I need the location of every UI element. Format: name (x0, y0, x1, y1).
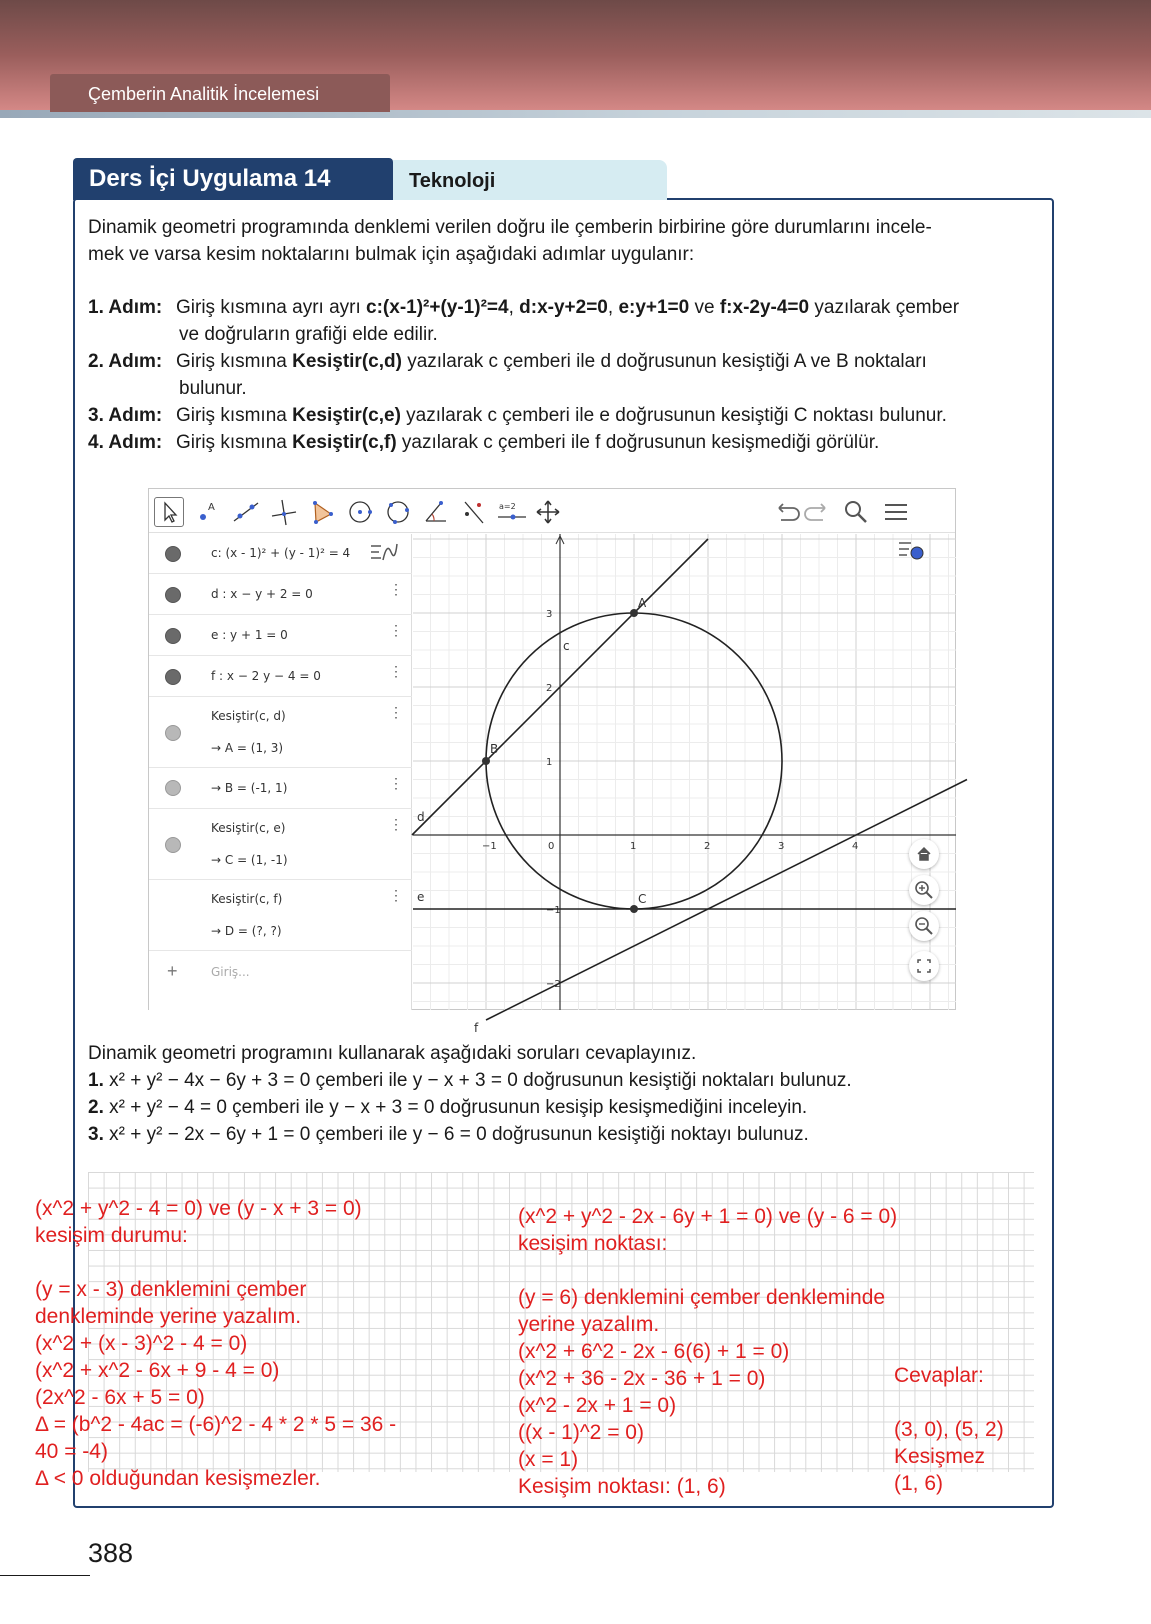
label-c: c (563, 639, 570, 653)
answer-1: (3, 0), (5, 2) (894, 1418, 1004, 1441)
algebra-view (149, 534, 412, 1010)
step-4: 4. Adım: Giriş kısmına Kesiştir(c,f) yazılarak c çemberi ile f doğrusunun kesişmediği görülür. (88, 429, 1048, 456)
answers-title: Cevaplar: (894, 1364, 984, 1387)
step-continuation: bulunur. (179, 378, 247, 399)
graphics-style-bar-icon[interactable] (897, 537, 927, 568)
step-number: 2. Adım: (88, 351, 163, 372)
x-tick-label: −1 (482, 841, 497, 852)
point-A (630, 609, 638, 617)
answer-3: (1, 6) (894, 1472, 944, 1495)
move-graphics-tool-icon[interactable] (533, 497, 563, 527)
y-tick-label: 2 (546, 683, 553, 694)
more-options-icon[interactable]: ⋮ (389, 887, 403, 903)
add-icon[interactable]: + (167, 961, 178, 981)
more-options-icon[interactable]: ⋮ (389, 775, 403, 791)
step-number: 3. Adım: (88, 405, 163, 426)
more-options-icon[interactable]: ⋮ (389, 581, 403, 597)
y-tick-label: −2 (546, 979, 561, 990)
circle-center-tool-icon[interactable] (345, 497, 375, 527)
label-A: A (638, 596, 647, 610)
geogebra-window (148, 488, 956, 1035)
activity-title: Ders İçi Uygulama 14 (73, 158, 393, 200)
page-number: 388 (88, 1538, 134, 1568)
x-tick-label: 2 (704, 841, 711, 852)
search-icon[interactable] (841, 497, 871, 527)
more-options-icon[interactable]: ⋮ (389, 663, 403, 679)
graphics-view[interactable] (413, 534, 956, 1035)
step-number: 1. Adım: (88, 297, 163, 318)
angle-tool-icon[interactable] (421, 497, 451, 527)
slider-tool-icon[interactable] (495, 497, 529, 527)
input-bar[interactable]: Giriş... (211, 965, 250, 979)
polygon-tool-icon[interactable] (307, 497, 337, 527)
answer-2: Kesişmez (894, 1445, 986, 1468)
graphics-canvas (413, 534, 956, 1035)
point-C (630, 905, 638, 913)
y-tick-label: 1 (546, 757, 553, 768)
chapter-title: Çemberin Analitik İncelemesi (50, 74, 390, 112)
geogebra-toolbar (149, 489, 955, 533)
algebra-row-intersect-cd[interactable]: Kesiştir(c, d) → A = (1, 3) ⋮ (149, 697, 412, 768)
fullscreen-icon[interactable] (909, 951, 939, 981)
visibility-toggle[interactable] (165, 725, 181, 741)
algebra-input-row[interactable] (149, 951, 412, 992)
move-tool-icon[interactable] (154, 497, 184, 527)
step-2: 2. Adım: Giriş kısmına Kesiştir(c,d) yazılarak c çemberi ile d doğrusunun kesiştiği A ve B noktaları bulunur. (88, 348, 1048, 402)
label-d: d (417, 810, 425, 824)
questions-intro: Dinamik geometri programını kullanarak aşağıdaki soruları cevaplayınız. (88, 1043, 697, 1064)
question-3: 3. x² + y² − 2x − 6y + 1 = 0 çemberi ile y − 6 = 0 doğrusunun kesiştiği noktayı bulunuz. (88, 1124, 809, 1145)
visibility-toggle[interactable] (165, 546, 181, 562)
algebra-row-e[interactable]: e : y + 1 = 0 ⋮ (149, 615, 412, 656)
home-icon[interactable] (909, 839, 939, 869)
undo-icon[interactable] (771, 497, 801, 527)
algebra-row-c[interactable]: c: (x - 1)² + (y - 1)² = 4 (149, 534, 412, 574)
redo-icon[interactable] (803, 497, 833, 527)
algebra-row-intersect-ce[interactable]: Kesiştir(c, e) → C = (1, -1) ⋮ (149, 809, 412, 880)
more-options-icon[interactable]: ⋮ (389, 622, 403, 638)
intro-line-2: mek ve varsa kesim noktalarını bulmak için aşağıdaki adımlar uygulanır: (88, 244, 695, 265)
label-e: e (417, 890, 425, 904)
visibility-toggle[interactable] (165, 587, 181, 603)
x-tick-label: 0 (548, 841, 555, 852)
step-continuation: ve doğruların grafiği elde edilir. (179, 324, 438, 345)
perpendicular-tool-icon[interactable] (269, 497, 299, 527)
step-1: 1. Adım: Giriş kısmına ayrı ayrı c:(x-1)²+(y-1)²=4, d:x-y+2=0, e:y+1=0 ve f:x-2y-4=0 yazılarak çember ve doğruların grafiği elde edilir. (88, 294, 1048, 348)
visibility-toggle[interactable] (165, 628, 181, 644)
x-tick-label: 1 (630, 841, 637, 852)
x-tick-label: 3 (778, 841, 785, 852)
y-tick-label: 3 (546, 609, 553, 620)
y-tick-label: −1 (546, 905, 561, 916)
menu-icon[interactable] (881, 497, 911, 527)
label-C: C (638, 892, 647, 906)
x-tick-label: 4 (852, 841, 859, 852)
zoom-out-icon[interactable] (909, 911, 939, 941)
algebra-row-d[interactable]: d : x − y + 2 = 0 ⋮ (149, 574, 412, 615)
more-options-icon[interactable]: ⋮ (389, 816, 403, 832)
visibility-toggle[interactable] (165, 669, 181, 685)
circle-three-points-tool-icon[interactable] (383, 497, 413, 527)
svg-text:A: A (208, 502, 215, 513)
svg-text:a=2: a=2 (499, 502, 516, 511)
reflect-tool-icon[interactable] (459, 497, 489, 527)
algebra-row-B[interactable]: → B = (-1, 1) ⋮ (149, 768, 412, 809)
point-B (482, 757, 490, 765)
point-tool-icon[interactable] (193, 497, 223, 527)
page-number-rule (0, 1575, 90, 1576)
algebra-row-intersect-cf[interactable]: Kesiştir(c, f) → D = (?, ?) ⋮ (149, 880, 412, 951)
visibility-toggle[interactable] (165, 780, 181, 796)
label-f: f (474, 1021, 479, 1035)
step-number: 4. Adım: (88, 432, 163, 453)
label-B: B (490, 742, 499, 756)
algebra-row-f[interactable]: f : x − 2 y − 4 = 0 ⋮ (149, 656, 412, 697)
question-2: 2. x² + y² − 4 = 0 çemberi ile y − x + 3 = 0 doğrusunun kesişip kesişmediğini inceleyin. (88, 1097, 808, 1118)
step-3: 3. Adım: Giriş kısmına Kesiştir(c,e) yazılarak c çemberi ile e doğrusunun kesiştiği C noktası bulunur. (88, 402, 1048, 429)
question-1: 1. x² + y² − 4x − 6y + 3 = 0 çemberi ile y − x + 3 = 0 doğrusunun kesiştiği noktaları bulunuz. (88, 1070, 852, 1091)
activity-tag: Teknoloji (393, 160, 667, 200)
style-bar-icon[interactable] (369, 540, 399, 571)
more-options-icon[interactable]: ⋮ (389, 704, 403, 720)
visibility-toggle[interactable] (165, 837, 181, 853)
intro-line-1: Dinamik geometri programında denklemi verilen doğru ile çemberin birbirine göre durumlarını incele- (88, 217, 932, 238)
line-tool-icon[interactable] (231, 497, 261, 527)
zoom-in-icon[interactable] (909, 875, 939, 905)
